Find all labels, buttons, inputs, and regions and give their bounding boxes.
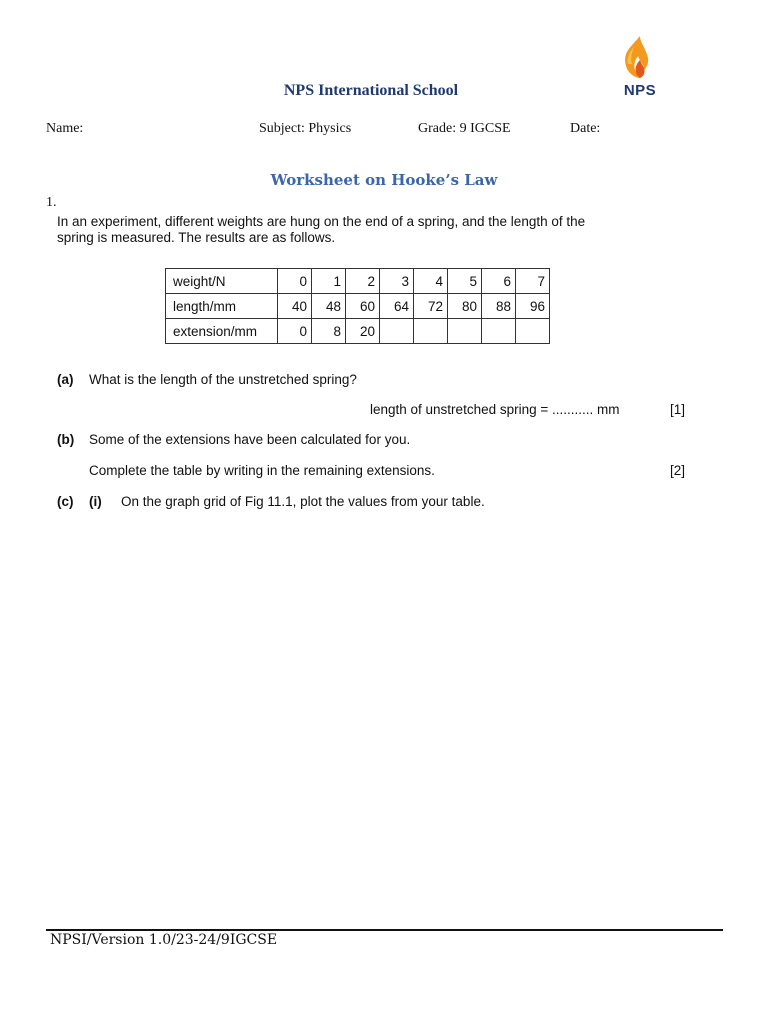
footer-version: NPSI/Version 1.0/23-24/9IGCSE bbox=[50, 932, 278, 948]
question-a-text: What is the length of the unstretched spring? bbox=[89, 372, 357, 387]
question-a-answer-line: length of unstretched spring = ........... mm bbox=[370, 402, 620, 417]
results-table bbox=[165, 268, 550, 344]
question-b-label: (b) bbox=[57, 432, 75, 447]
table-cell bbox=[380, 319, 414, 344]
question-c-sub-label: (i) bbox=[89, 494, 102, 509]
table-cell bbox=[448, 319, 482, 344]
row-label: extension/mm bbox=[166, 319, 278, 344]
subject-label: Subject: Physics bbox=[259, 121, 352, 136]
table-cell: 40 bbox=[278, 294, 312, 319]
grade-label: Grade: 9 IGCSE bbox=[418, 121, 511, 136]
flame-icon bbox=[610, 34, 670, 80]
table-cell: 1 bbox=[312, 269, 346, 294]
table-cell: 6 bbox=[482, 269, 516, 294]
table-cell: 8 bbox=[312, 319, 346, 344]
row-label: weight/N bbox=[166, 269, 278, 294]
table-cell: 64 bbox=[380, 294, 414, 319]
date-label: Date: bbox=[570, 121, 601, 136]
table-cell: 3 bbox=[380, 269, 414, 294]
intro-line-2: spring is measured. The results are as follows. bbox=[57, 230, 336, 245]
question-a-label: (a) bbox=[57, 372, 74, 387]
question-b-text: Some of the extensions have been calculated for you. bbox=[89, 432, 411, 447]
question-b-marks: [2] bbox=[670, 463, 686, 478]
question-c-label: (c) bbox=[57, 494, 74, 509]
table-cell bbox=[482, 319, 516, 344]
table-cell: 72 bbox=[414, 294, 448, 319]
table-cell: 0 bbox=[278, 319, 312, 344]
table-row bbox=[166, 319, 550, 344]
table-cell: 4 bbox=[414, 269, 448, 294]
row-label: length/mm bbox=[166, 294, 278, 319]
table-cell: 20 bbox=[346, 319, 380, 344]
table-row bbox=[166, 294, 550, 319]
school-name: NPS International School bbox=[283, 82, 459, 99]
question-b-text-2: Complete the table by writing in the remaining extensions. bbox=[89, 463, 435, 478]
question-a-marks: [1] bbox=[670, 402, 686, 417]
table-cell bbox=[516, 319, 550, 344]
table-cell: 5 bbox=[448, 269, 482, 294]
table-cell bbox=[414, 319, 448, 344]
table-cell: 80 bbox=[448, 294, 482, 319]
school-logo bbox=[610, 34, 670, 100]
table-cell: 2 bbox=[346, 269, 380, 294]
question-number: 1. bbox=[46, 195, 57, 210]
table-cell: 48 bbox=[312, 294, 346, 319]
question-c-text: On the graph grid of Fig 11.1, plot the values from your table. bbox=[121, 494, 485, 509]
table-cell: 0 bbox=[278, 269, 312, 294]
table-cell: 96 bbox=[516, 294, 550, 319]
intro-line-1: In an experiment, different weights are hung on the end of a spring, and the length of the bbox=[57, 214, 586, 229]
table-cell: 88 bbox=[482, 294, 516, 319]
logo-text: NPS bbox=[623, 82, 657, 99]
footer-divider bbox=[46, 929, 723, 931]
name-label: Name: bbox=[46, 121, 84, 136]
table-cell: 7 bbox=[516, 269, 550, 294]
table-row bbox=[166, 269, 550, 294]
worksheet-title: Worksheet on Hooke’s Law bbox=[270, 171, 498, 189]
table-cell: 60 bbox=[346, 294, 380, 319]
